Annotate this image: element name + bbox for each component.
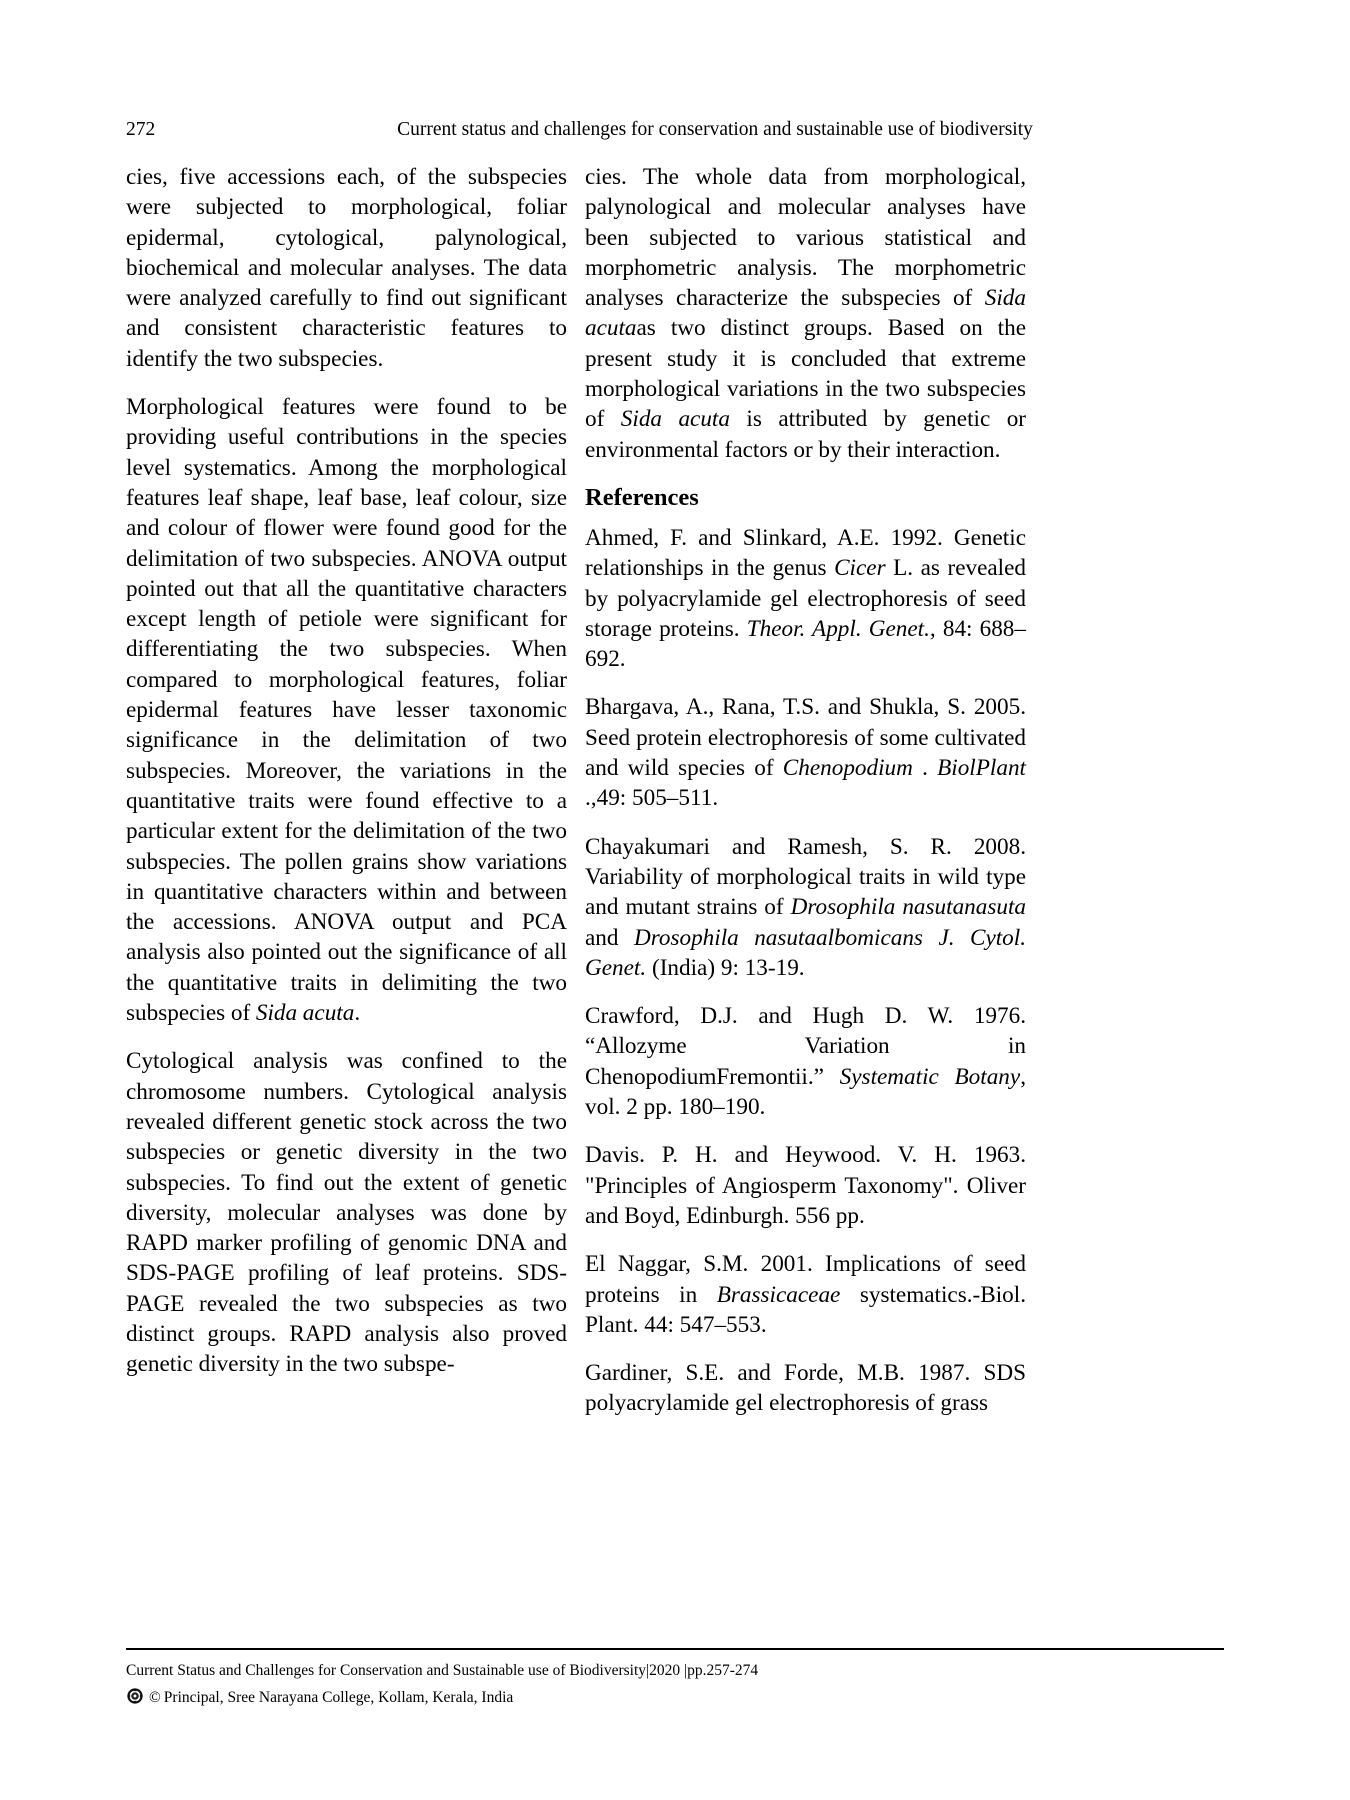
reference-italic-text: Drosophila nasutaalbomicans (633, 924, 923, 951)
copyright-symbol: © (149, 1689, 161, 1706)
right-column (585, 162, 1027, 1417)
paragraph: Cytological analysis was confined to the chromosome numbers. Cytological analysis revealed different genetic stock across the two subspecies or genetic diversity in the two subspecies. To find out the extent of genetic diversity, molecular analyses was done by RAPD marker profiling of genomic DNA and SDS-PAGE profiling of leaf proteins. SDS-PAGE revealed the two subspecies as two distinct groups. RAPD analysis also proved genetic diversity in the two subspe- (126, 1048, 567, 1378)
reference-text: El Naggar, S.M. 2001. Implications of seed proteins in (585, 1251, 1026, 1308)
reference-italic-text: Drosophila nasutanasuta (790, 894, 1027, 921)
paragraph-text: Morphological features were found to be providing useful contributions in the species level systematics. Among the morphological features leaf shape, leaf base, leaf colour, size and colour of flower were found good for the delimitation of two subspecies. ANOVA output pointed out that all the quantitative characters except length of petiole were significant for differentiating the two subspecies. When compared to morphological features, foliar epidermal features have lesser taxonomic significance in the delimitation of two subspecies. Moreover, the variations in the quantitative traits were found effective to a particular extent for the delimitation of the two subspecies. The pollen grains show variations in quantitative characters within and between the accessions. ANOVA output and PCA analysis also pointed out the significance of all the quantitative traits in delimiting the two subspecies of (126, 394, 567, 1027)
reference-text: and (585, 924, 634, 951)
reference-italic-text: Cicer (834, 555, 886, 582)
references-heading: References (585, 483, 699, 511)
running-title: Current status and challenges for conservation and sustainable use of biodiversity (397, 119, 1033, 140)
reference-text: Gardiner, S.E. and Forde, M.B. 1987. SDS polyacrylamide gel electrophoresis of grass (585, 1360, 1026, 1417)
paragraph (585, 162, 1026, 465)
reference-text: .,49: 505–511. (585, 785, 719, 812)
footer-publisher: Principal, Sree Narayana College, Kollam, Kerala, India (163, 1689, 514, 1706)
reference-entry (585, 832, 1026, 983)
reference-text: Davis. P. H. and Heywood. V. H. 1963. "Principles of Angiosperm Taxonomy". Oliver and Boyd, Edinburgh. 556 pp. (585, 1142, 1026, 1229)
species-epithet-italic: acuta (585, 315, 637, 342)
paragraph: cies, five accessions each, of the subspecies were subjected to morphological, foliar epidermal, cytological, palynological, biochemical and molecular analyses. The data were analyzed carefully to find out significant and consistent characteristic features to identify the two subspecies. (126, 164, 567, 372)
reference-text: (India) 9: 13-19. (646, 954, 805, 981)
footer-copyright-line (126, 1685, 1224, 1710)
page-number: 272 (126, 119, 156, 140)
reference-text: . (912, 755, 938, 782)
reference-text (923, 925, 938, 951)
paragraph-text-tail: . (354, 1000, 361, 1027)
footer (126, 1658, 1224, 1710)
paragraph-text: as two distinct groups. Based on the present study it is concluded that extreme morphological variations in the two subspecies of (585, 315, 1026, 433)
reference-text: Crawford, D.J. and Hugh D. W. 1976. “Allozyme Variation in ChenopodiumFremontii.” (585, 1003, 1026, 1090)
footer-citation: Current Status and Challenges for Conservation and Sustainable use of Biodiversity|2020 |pp.257-274 (126, 1662, 759, 1679)
reference-italic-text: Theor. Appl. Genet., (746, 615, 936, 642)
left-column (126, 162, 567, 1387)
reference-entry (585, 523, 1026, 674)
reference-italic-text: BiolPlant (937, 755, 1026, 782)
paragraph-text: cies. The whole data from morphological, palynological and molecular analyses have been subjected to various statistical and morphometric analysis. The morphometric analyses characterize the subspecies of (585, 164, 1026, 312)
reference-text: Chayakumari and Ramesh, S. R. 2008. Variability of morphological traits in wild type and mutant strains of (585, 833, 1026, 921)
reference-text: L. as revealed by polyacrylamide gel electrophoresis of seed storage proteins. (585, 555, 1026, 642)
reference-italic-text: Brassicaceae (716, 1281, 841, 1308)
references-list (585, 523, 1026, 1419)
running-head (126, 116, 1224, 144)
reference-text: Ahmed, F. and Slinkard, A.E. 1992. Genetic relationships in the genus (585, 524, 1026, 582)
paragraph-text: is attributed by genetic or environmental factors or by their interaction. (585, 406, 1027, 463)
reference-entry (585, 1358, 1026, 1419)
reference-entry (585, 1140, 1026, 1231)
reference-italic-text: Chenopodium (782, 755, 913, 782)
genus-name-italic: Sida (984, 285, 1026, 312)
reference-entry (585, 1001, 1026, 1122)
species-name-italic: Sida acuta (620, 406, 730, 433)
species-name-italic: Sida acuta (255, 1000, 355, 1027)
paragraph (126, 392, 567, 1028)
reference-text: 84: 688–692. (585, 615, 1026, 673)
body-columns (126, 162, 1226, 1417)
reference-text: Bhargava, A., Rana, T.S. and Shukla, S. 2005. Seed protein electrophoresis of some cultivated and wild species of (585, 694, 1026, 782)
reference-text: systematics.-Biol. Plant. 44: 547–553. (585, 1281, 1026, 1338)
reference-entry (585, 692, 1026, 813)
reference-entry (585, 1249, 1026, 1340)
reference-italic-text: J. Cytol. Genet. (585, 924, 1027, 981)
reference-italic-text: Systematic Botany (839, 1063, 1021, 1090)
reference-text: , vol. 2 pp. 180–190. (585, 1063, 1026, 1121)
footer-divider (126, 1648, 1224, 1650)
college-emblem-icon (126, 1687, 144, 1705)
